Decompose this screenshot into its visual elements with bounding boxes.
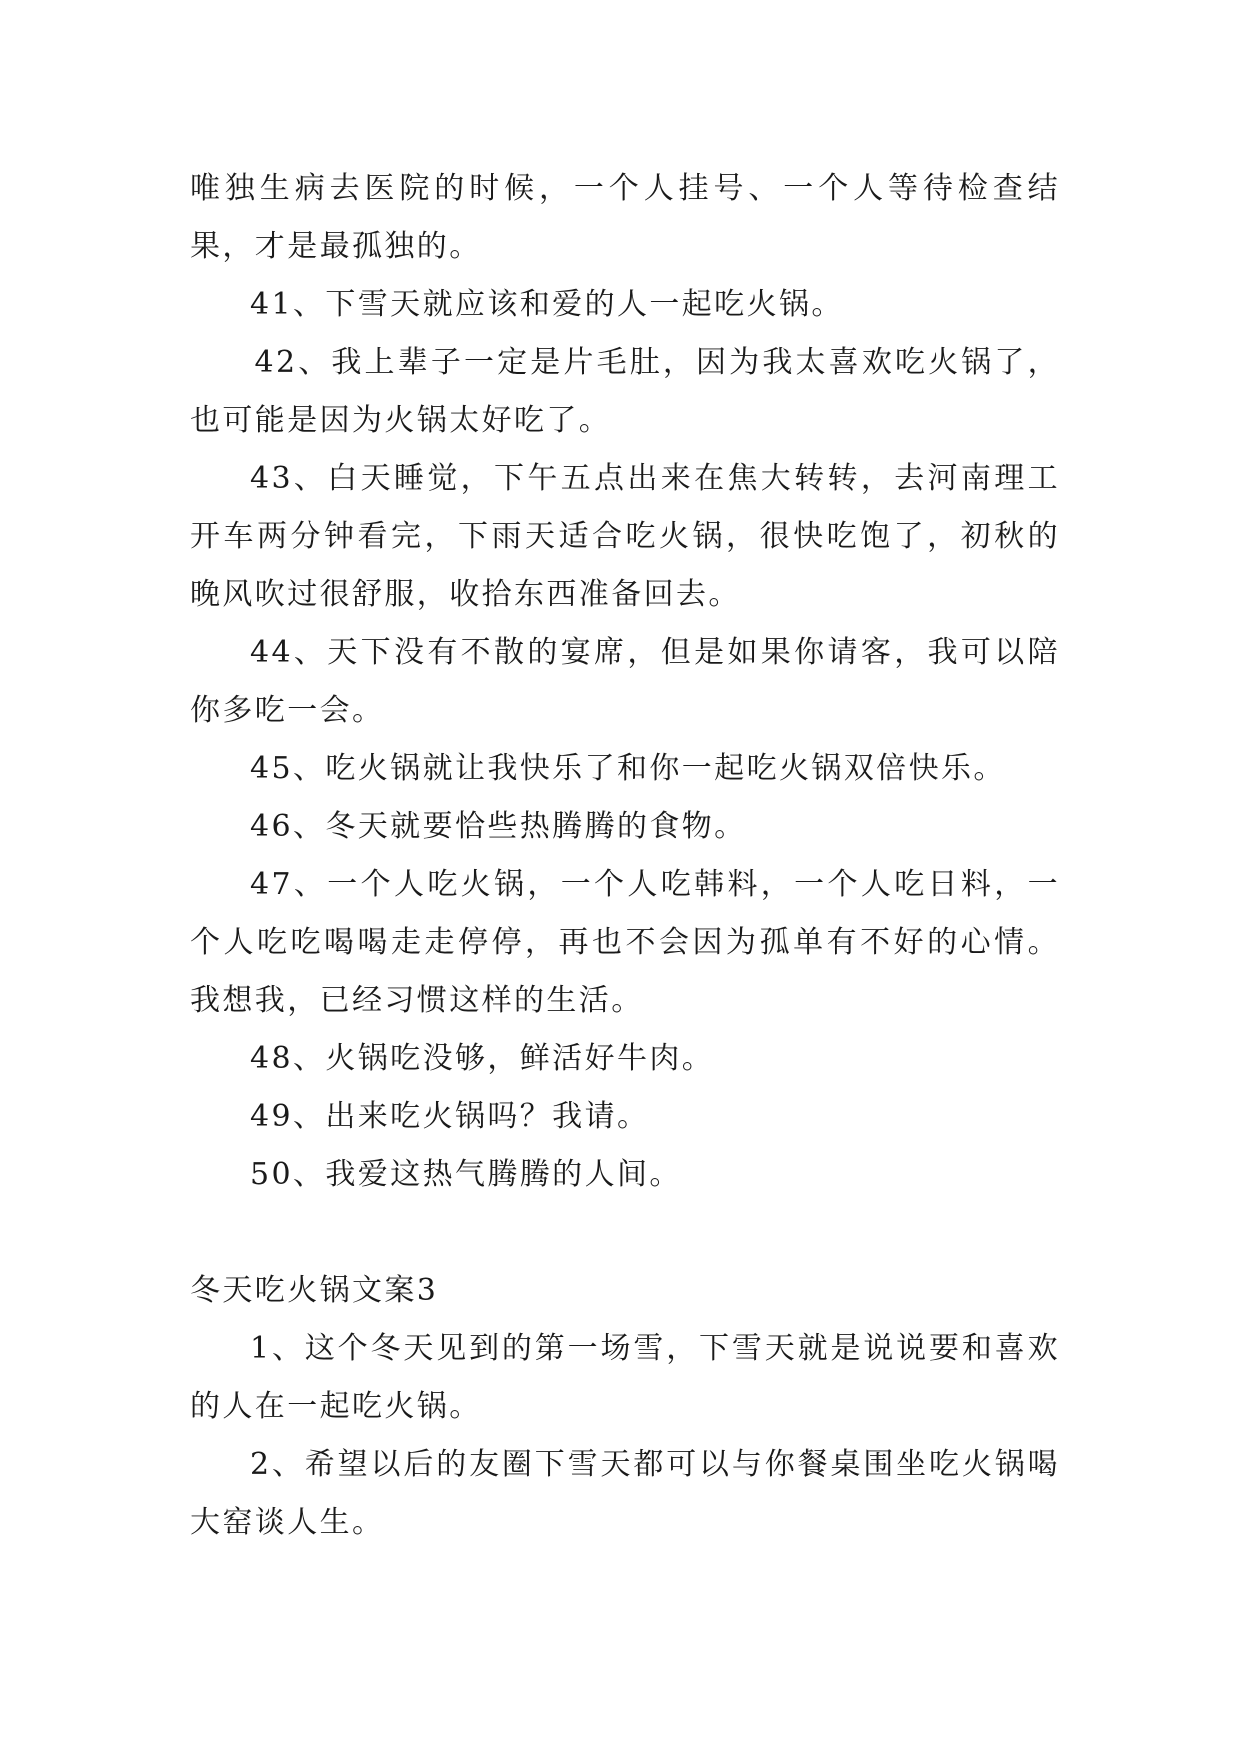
paragraph-48: 48、火锅吃没够，鲜活好牛肉。 [250,1041,715,1076]
paragraph-continued: 唯独生病去医院的时候，一个人挂号、一个人等待检查结果，才是最孤独的。 [190,171,1060,264]
paragraph-43: 43、白天睡觉，下午五点出来在焦大转转，去河南理工开车两分钟看完，下雨天适合吃火锅，很快吃饱了，初秋的晚风吹过很舒服，收拾东西准备回去。 [190,461,1060,612]
paragraph-47: 47、一个人吃火锅，一个人吃韩料，一个人吃日料，一个人吃吃喝喝走走停停，再也不会因为孤单有不好的心情。我想我，已经习惯这样的生活。 [190,867,1060,1018]
section-paragraph-2: 2、希望以后的友圈下雪天都可以与你餐桌围坐吃火锅喝大窑谈人生。 [190,1447,1060,1540]
paragraph-46: 46、冬天就要恰些热腾腾的食物。 [250,809,747,844]
paragraph-50: 50、我爱这热气腾腾的人间。 [250,1157,682,1192]
paragraph-45: 45、吃火锅就让我快乐了和你一起吃火锅双倍快乐。 [250,751,1006,786]
paragraph-49: 49、出来吃火锅吗？我请。 [250,1099,650,1134]
section-paragraph-1: 1、这个冬天见到的第一场雪，下雪天就是说说要和喜欢的人在一起吃火锅。 [190,1331,1060,1424]
paragraph-44: 44、天下没有不散的宴席，但是如果你请客，我可以陪你多吃一会。 [190,635,1060,728]
paragraph-42: 42、我上辈子一定是片毛肚，因为我太喜欢吃火锅了，也可能是因为火锅太好吃了。 [190,345,1060,438]
section-heading: 冬天吃火锅文案3 [190,1273,439,1308]
paragraph-41: 41、下雪天就应该和爱的人一起吃火锅。 [250,287,844,322]
document-page [190,160,1060,1552]
